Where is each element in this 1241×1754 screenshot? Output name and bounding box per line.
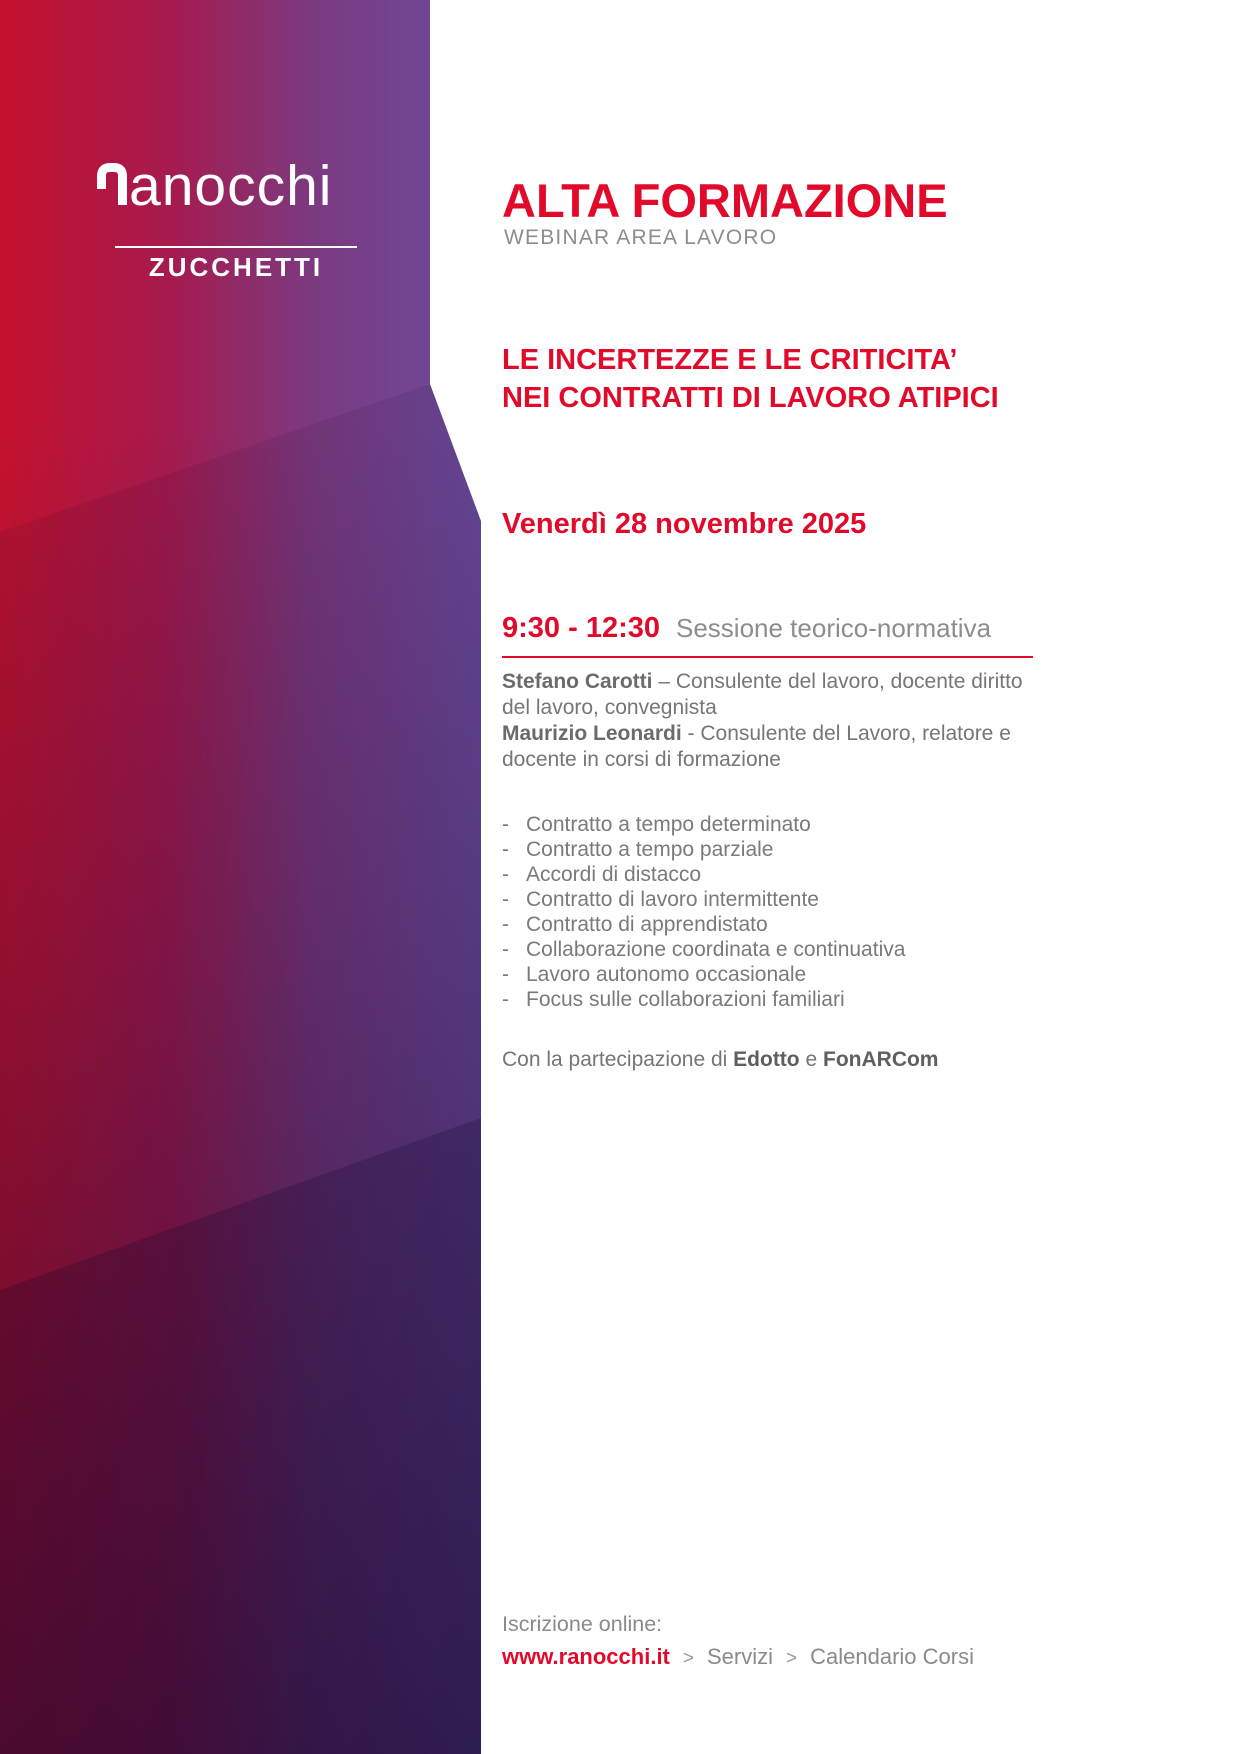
breadcrumb-item: Servizi xyxy=(707,1644,774,1669)
breadcrumb-item: Calendario Corsi xyxy=(810,1644,974,1669)
participation-conjunction: e xyxy=(799,1048,823,1071)
participation-prefix: Con la partecipazione di xyxy=(502,1048,734,1071)
speaker-role: – Consulente del lavoro, docente diritto del lavoro, convegnista xyxy=(502,670,1023,719)
speaker-name: Maurizio Leonardi xyxy=(502,722,682,745)
registration-breadcrumb xyxy=(502,1644,974,1670)
topic-label: Contratto di apprendistato xyxy=(526,913,768,936)
topic-item xyxy=(502,887,1042,912)
topic-label: Accordi di distacco xyxy=(526,863,702,886)
breadcrumb-separator: > xyxy=(786,1648,798,1669)
speakers-block xyxy=(502,669,1042,773)
session-divider xyxy=(502,656,1033,658)
event-title-line2: NEI CONTRATTI DI LAVORO ATIPICI xyxy=(502,382,999,414)
topic-label: Contratto a tempo parziale xyxy=(526,838,774,861)
topic-item xyxy=(502,862,1042,887)
event-date: Venerdì 28 novembre 2025 xyxy=(502,508,867,540)
logo-divider xyxy=(115,246,357,248)
topic-dash: - xyxy=(502,963,509,986)
topic-item xyxy=(502,837,1042,862)
topic-dash: - xyxy=(502,988,509,1011)
brand-panel xyxy=(0,0,481,1754)
website-link[interactable]: www.ranocchi.it xyxy=(502,1644,670,1669)
speaker-name: Stefano Carotti xyxy=(502,670,653,693)
topic-item xyxy=(502,987,1042,1012)
topics-list xyxy=(502,812,1042,1012)
topic-item xyxy=(502,962,1042,987)
registration-label: Iscrizione online: xyxy=(502,1612,663,1636)
topic-dash: - xyxy=(502,938,509,961)
page-title: ALTA FORMAZIONE xyxy=(502,174,948,227)
page-subtitle: WEBINAR AREA LAVORO xyxy=(504,226,778,249)
topic-item xyxy=(502,812,1042,837)
participation-note xyxy=(502,1048,1042,1072)
topic-label: Contratto di lavoro intermittente xyxy=(526,888,819,911)
topic-dash: - xyxy=(502,838,509,861)
speaker-entry xyxy=(502,669,1042,721)
session-name: Sessione teorico-normativa xyxy=(676,613,992,643)
topic-item xyxy=(502,937,1042,962)
topic-dash: - xyxy=(502,888,509,911)
partner-fonarcom: FonARCom xyxy=(823,1048,939,1071)
topic-label: Collaborazione coordinata e continuativa xyxy=(526,938,906,961)
topic-label: Lavoro autonomo occasionale xyxy=(526,963,807,986)
event-title-line1: LE INCERTEZZE E LE CRITICITA’ xyxy=(502,344,958,376)
partner-edotto: Edotto xyxy=(733,1048,800,1071)
topic-dash: - xyxy=(502,913,509,936)
content-column xyxy=(502,0,1062,1754)
breadcrumb-separator: > xyxy=(682,1648,694,1669)
session-time: 9:30 - 12:30 xyxy=(502,612,660,644)
subbrand-label: ZUCCHETTI xyxy=(148,252,324,282)
topic-dash: - xyxy=(502,863,509,886)
speaker-role: - Consulente del Lavoro, relatore e docente in corsi di formazione xyxy=(502,722,1011,771)
topic-dash: - xyxy=(502,813,509,836)
brand-logo xyxy=(97,155,332,217)
brand-name-text: anocchi xyxy=(129,154,333,218)
speaker-entry xyxy=(502,721,1042,773)
topic-label: Focus sulle collaborazioni familiari xyxy=(526,988,845,1011)
event-title xyxy=(502,341,999,417)
ranocchi-r-icon xyxy=(97,163,127,205)
topic-label: Contratto a tempo determinato xyxy=(526,813,811,836)
topic-item xyxy=(502,912,1042,937)
session-header xyxy=(502,612,991,645)
